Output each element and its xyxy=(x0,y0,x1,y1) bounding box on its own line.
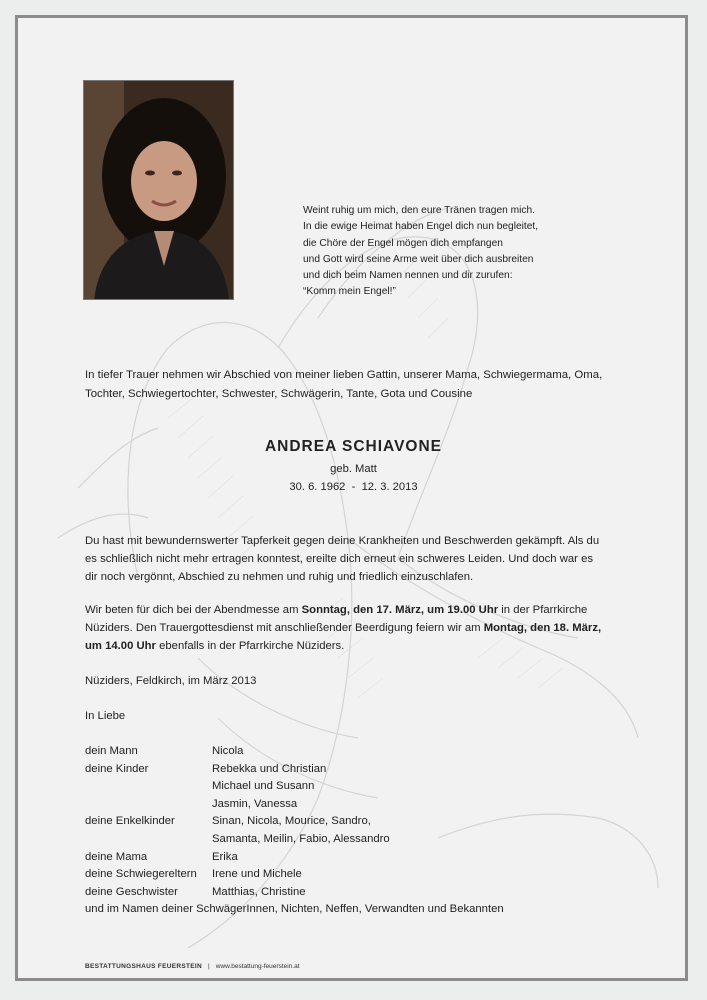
family-names: Jasmin, Vanessa xyxy=(212,797,298,810)
mass-date: Sonntag, den 17. März, um 19.00 Uhr xyxy=(301,604,499,616)
family-relation: deine Schwiegereltern xyxy=(85,868,197,881)
poem-line: “Komm mein Engel!” xyxy=(303,286,396,298)
family-names: Sinan, Nicola, Mourice, Sandro, xyxy=(212,815,371,828)
poem-line: die Chöre der Engel mögen dich empfangen xyxy=(303,237,503,249)
paragraph-line: dir noch vergönnt, Abschied zu nehmen und ruhig und friedlich einzuschlafen. xyxy=(85,571,474,584)
family-relation: dein Mann xyxy=(85,745,138,757)
funeral-home-name: BESTATTUNGSHAUS FEUERSTEIN xyxy=(85,963,202,970)
paragraph-line: es schließlich nicht mehr ertragen konntest, ereilte dich erneut ein schweres Leiden. Und doch war es xyxy=(85,553,593,566)
poem-line: und Gott wird seine Arme weit über dich ausbreiten xyxy=(303,253,534,265)
life-dates: 30. 6. 1962 - 12. 3. 2013 xyxy=(289,481,418,493)
family-names: Nicola xyxy=(212,745,244,757)
family-relation: deine Kinder xyxy=(85,762,149,775)
funeral-time: um 14.00 Uhr xyxy=(85,640,156,653)
footer-separator: | xyxy=(207,963,210,970)
service-text: Nüziders. Den Trauergottesdienst mit anschließender Beerdigung feiern wir am xyxy=(85,622,484,635)
funeral-home-url: www.bestattung-feuerstein.at xyxy=(215,963,300,970)
service-text: in der Pfarrkirche xyxy=(498,604,588,616)
birth-name: geb. Matt xyxy=(330,463,377,475)
family-names: Matthias, Christine xyxy=(212,885,306,898)
poem-line: und dich beim Namen nennen und dir zurufen: xyxy=(303,270,513,282)
paragraph-illness xyxy=(85,532,645,587)
family-relation: deine Geschwister xyxy=(85,885,178,898)
portrait-photo xyxy=(83,80,234,300)
poem-line: In die ewige Heimat haben Engel dich nun begleitet, xyxy=(303,221,539,233)
service-text: Wir beten für dich bei der Abendmesse am xyxy=(85,604,302,616)
paragraph-service xyxy=(85,601,645,656)
footer xyxy=(85,963,300,970)
place-date: Nüziders, Feldkirch, im März 2013 xyxy=(85,675,257,687)
deceased-name: ANDREA SCHIAVONE xyxy=(264,438,443,455)
family-names: Rebekka und Christian xyxy=(212,762,327,775)
family-names: Irene und Michele xyxy=(212,868,302,881)
paragraph-line: Du hast mit bewundernswerter Tapferkeit gegen deine Krankheiten und Beschwerden gekämpft. Als du xyxy=(85,535,600,547)
family-relation: deine Enkelkinder xyxy=(85,815,175,828)
in-love: In Liebe xyxy=(85,710,126,722)
family-relation: deine Mama xyxy=(85,850,148,863)
intro-line: In tiefer Trauer nehmen wir Abschied von meiner lieben Gattin, unserer Mama, Schwiegermama, Oma, xyxy=(85,369,603,381)
service-text: ebenfalls in der Pfarrkirche Nüziders. xyxy=(155,640,345,653)
poem-line: Weint ruhig um mich, den eure Tränen tragen mich. xyxy=(303,205,535,216)
family-names: Samanta, Meilin, Fabio, Alessandro xyxy=(212,832,390,845)
intro-line: Tochter, Schwiegertochter, Schwester, Schwägerin, Tante, Gota und Cousine xyxy=(85,387,473,400)
family-names: Erika xyxy=(212,850,238,863)
funeral-date: Montag, den 18. März, xyxy=(483,622,602,635)
poem xyxy=(303,203,603,301)
family-names: Michael und Susann xyxy=(212,780,315,793)
mourning-intro xyxy=(85,366,645,403)
